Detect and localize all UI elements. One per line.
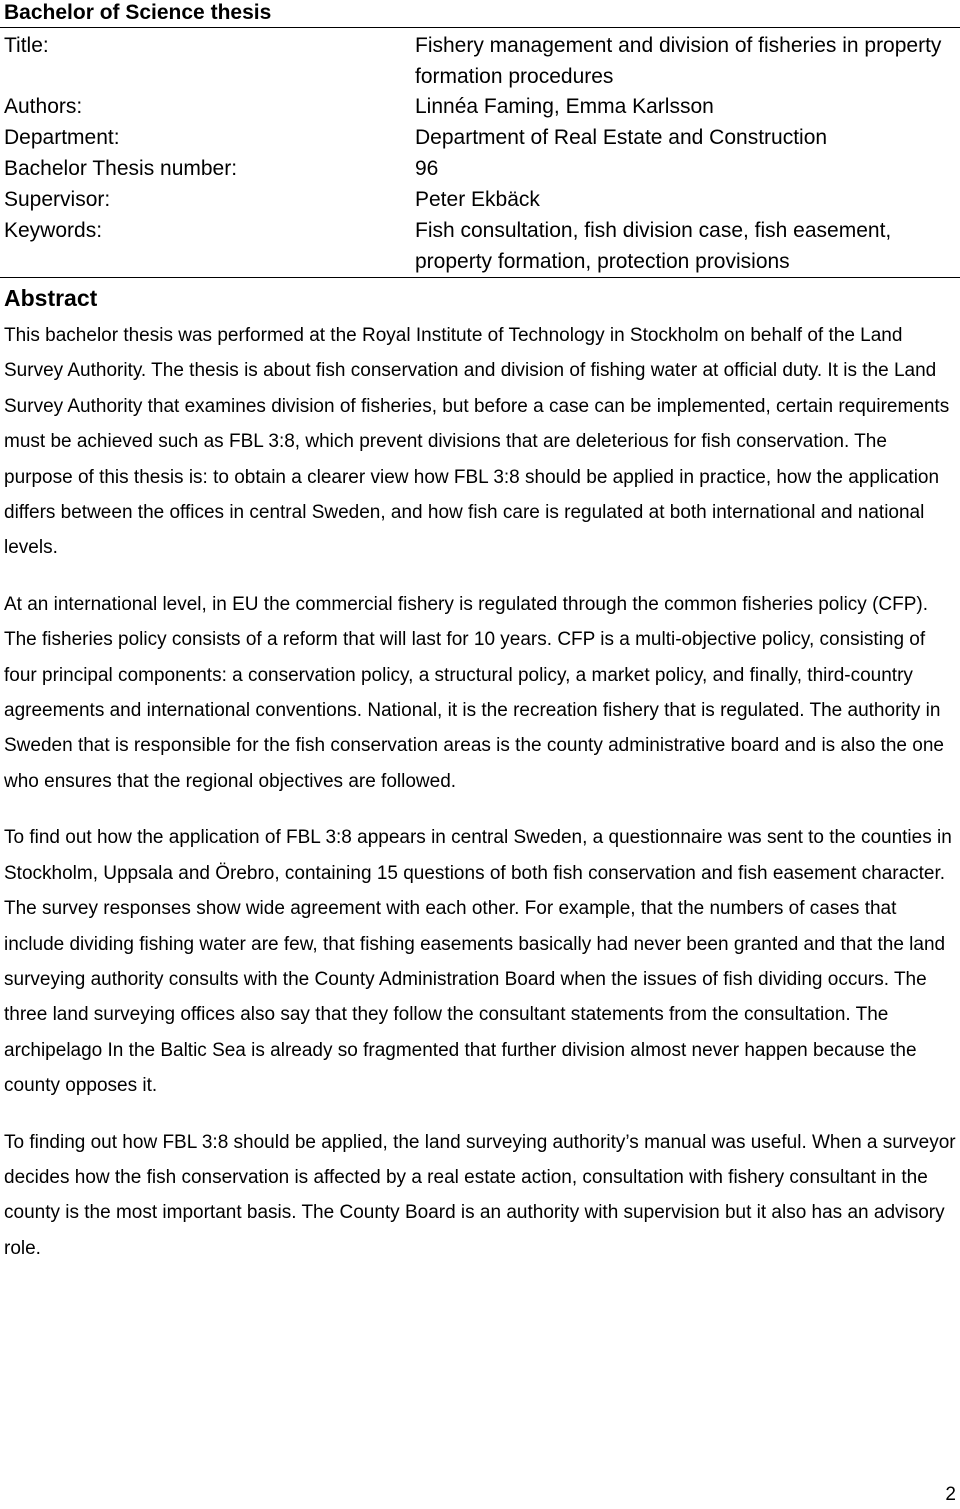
meta-label-title: Title:: [4, 34, 49, 57]
header-rule: [0, 27, 960, 28]
meta-label-keywords: Keywords:: [4, 219, 103, 242]
meta-value-thesis-number: 96: [415, 157, 439, 180]
abstract-paragraph-3: To find out how the application of FBL 3:8 appears in central Sweden, a questionnaire was sent to the counties in Stockholm, Uppsala and Örebro, containing 15 questions of both fish conservation and fish easement character. The survey responses show wide agreement with each other. For example, that the numbers of cases that include dividing fishing water are few, that fishing easements basically had never been granted and that the land surveying authority consults with the County Administration Board when the issues of fish dividing occurs. The three land surveying offices also say that they follow the consultant statements from the consultation. The archipelago In the Baltic Sea is already so fragmented that further division almost never happen because the county opposes it.: [4, 827, 952, 1097]
meta-value-keywords: Fish consultation, fish division case, fish easement, property formation, protection provisions: [415, 219, 892, 273]
meta-label-authors: Authors:: [4, 95, 83, 118]
abstract-paragraph-4: To finding out how FBL 3:8 should be applied, the land surveying authority’s manual was useful. When a surveyor decides how the fish conservation is affected by a real estate action, consultation with fishery consultant in the county is the most important basis. The County Board is an authority with supervision but it also has an advisory role.: [4, 1131, 956, 1259]
meta-label-thesis-number: Bachelor Thesis number:: [4, 157, 238, 180]
meta-value-authors: Linnéa Faming, Emma Karlsson: [415, 95, 714, 118]
meta-label-supervisor: Supervisor:: [4, 188, 111, 211]
document-header-title: Bachelor of Science thesis: [4, 1, 272, 24]
abstract-paragraph-1: This bachelor thesis was performed at the Royal Institute of Technology in Stockholm on behalf of the Land Survey Authority. The thesis is about fish conservation and division of fishing water at official duty. It is the Land Survey Authority that examines division of fisheries, but before a case can be implemented, certain requirements must be achieved such as FBL 3:8, which prevent divisions that are deleterious for fish conservation. The purpose of this thesis is: to obtain a clearer view how FBL 3:8 should be applied in practice, how the application differs between the offices in central Sweden, and how fish care is regulated at both international and national levels.: [4, 325, 950, 559]
meta-value-supervisor: Peter Ekbäck: [415, 188, 540, 211]
meta-value-department: Department of Real Estate and Construction: [415, 126, 828, 149]
meta-label-department: Department:: [4, 126, 120, 149]
abstract-heading: Abstract: [4, 285, 98, 311]
metadata-bottom-rule: [0, 277, 960, 278]
meta-value-title: Fishery management and division of fisheries in property formation procedures: [415, 34, 942, 88]
abstract-paragraph-2: At an international level, in EU the commercial fishery is regulated through the common fisheries policy (CFP). The fisheries policy consists of a reform that will last for 10 years. CFP is a multi-objective policy, consisting of four principal components: a conservation policy, a structural policy, a market policy, and finally, third-country agreements and international conventions. National, it is the recreation fishery that is regulated. The authority in Sweden that is responsible for the fish conservation areas is the county administrative board and is also the one who ensures that the regional objectives are followed.: [4, 593, 944, 792]
page-number: 2: [945, 1484, 956, 1505]
abstract-body: [4, 318, 956, 1287]
